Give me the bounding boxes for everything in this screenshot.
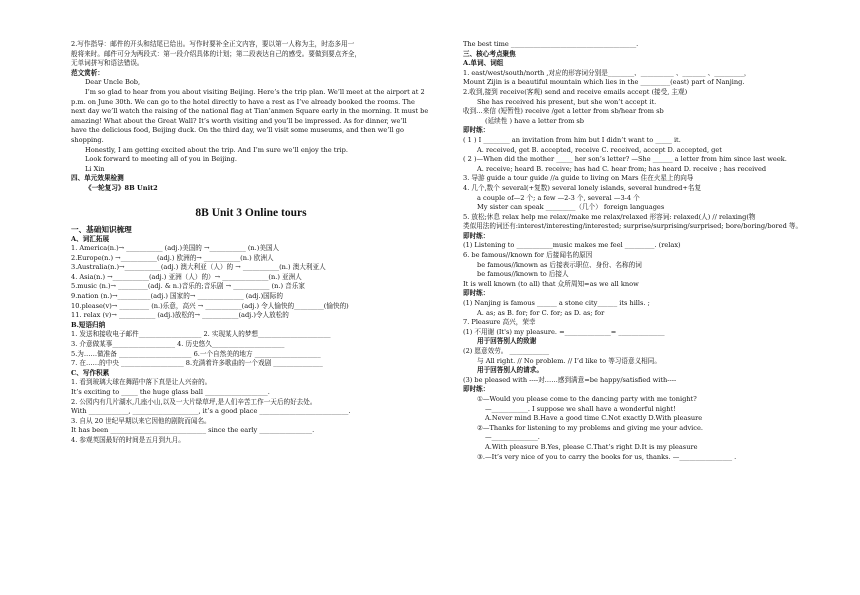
text-line: She has received his present, but she won’t accept it. [477,97,657,106]
text-line: C、写作积累 [71,368,110,377]
left-column [71,40,431,446]
text-line: 与 All right. // No problem. // I’d like to 等习语意义相同。 [477,356,661,365]
text-line: (3) be pleased with ----对……感到满意=be happy/satisfied with---- [463,375,677,384]
text-line: 即时练： [463,231,490,240]
text-line: 即时练： [463,289,490,298]
text-line: 收到…来信 (短暂性) receive /get a letter from sb/hear from sb [463,107,664,116]
text-line: Li Xin [85,164,105,173]
text-line: I’m so glad to hear from you about visiting Beijing. Here’s the trip plan. We’ll meet at the airport at 2 [85,87,425,96]
text-line: A、词汇拓展 [71,234,110,243]
text-line: A. received, get B. accepted, receive C. received, accept D. accepted, get [477,145,722,154]
text-line: (1) Listening to ___________music makes me feel _________. (relax) [463,241,681,250]
text-line: ①—Would you please come to the dancing party with me tonight? [477,394,697,403]
text-line: 2.收到,接到 receive(客观) send and receive emails accept (接受, 主观) [463,87,688,96]
text-line: have the delicious food, Beijing duck. On the third day, we’ll visit some museums, and then we’ll go [71,126,404,135]
text-line: 1. east/west/south/north ,对应的形容词分别是________、__________ 、_______ 、_________， [463,68,751,77]
text-line: B.短语归纳 [71,320,106,329]
text-line: 8B Unit 3 Online tours [195,206,307,219]
text-line: 7. 在……的中央 ___________________ 8.充满着许多歌曲的一个戏剧 _______________ [71,359,323,368]
text-line: Look forward to meeting all of you in Beijing. [85,155,237,164]
text-line: 7. Pleasure 高兴，荣幸 [463,318,536,327]
text-line: 4. 几个,数个 several(+复数) several lonely islands, several hundred+名复 [463,183,702,192]
text-line: be famous//known to 后接人 [477,270,569,279]
text-line: 四、单元效果检测 [71,174,124,183]
text-line: amazing! What about the Great Wall? It’s worth visiting and you’ll be impressed. As for dinner, we’ll [71,116,407,125]
text-line: 5.为……做准备 ______________________ 6.一个自然美的地方 ____________________ [71,349,321,358]
text-line: A. receive; heard B. receive; has had C. hear from; has heard D. receive ; has received [477,164,767,173]
text-line: It’s exciting to _____ the huge glass ball ___________________. [71,388,270,396]
text-line: 3.Australia(n.)→___________(adj.) 澳大利亚（人）的 → ___________(n.) 澳大利亚人 [71,263,326,272]
text-line: p.m. on June 30th. We can go to the hotel directly to have a rest as I’ve already booked the rooms. The [71,97,415,106]
text-line: Mount Zijin is a beautiful mountain which lies in the _________(east) part of Nanjing. [463,78,745,87]
text-line: 6. be famous//known for 后接闻名的原因 [463,251,593,260]
text-line: 类似用法的词还有:interest/interesting/interested; surprise/surprising/surprised; bore/boring/bored 等。 [463,222,803,231]
text-line: My sister can speak _________（几个） foreign languages [477,203,665,212]
text-line: 5.music (n.)→ _________(adj. & n.)音乐的;音乐剧 → ___________ (n.) 音乐家 [71,282,305,291]
text-line: 4. 参观英国最好的时间是五月到九月。 [71,435,185,444]
text-line: 般将来时。邮件可分为两段式：第一段介绍具体的计划；第二段表达自己的感受。要做到要点齐全， [71,49,362,58]
text-line: next day we’ll watch the raising of the national flag at Tian’anmen Square early in the morning. It must be [71,107,429,116]
text-line: It has been _____________________________ since the early ________________. [71,426,315,435]
text-line: 1. 看到玻璃大球在舞蹈中落下真是让人兴奋的。 [71,378,212,387]
text-line: ③.—It’s very nice of you to carry the books for us, thanks. —________________ . [477,452,737,461]
text-line: 4. Asia(n.) →___________(adj.) 亚洲（人）的）→ ______________(n.) 亚洲人 [71,272,302,281]
text-line: (2) 愿意效劳。 ____________ [463,347,550,355]
text-line: (1) 不用谢 (It's) my pleasure. =______________= ______________ [463,327,665,336]
text-line: 用于回答别人的请求。 [477,366,543,375]
text-line: 三、核心考点聚焦 [463,49,516,58]
text-line: be famous//known as 后接表示职位、身份、名称的词 [477,260,642,269]
text-line: The best time ______________________________________. [463,40,639,48]
text-line: ②—Thanks for listening to my problems and giving me your advice. [477,423,703,432]
text-line: Honestly, I am getting excited about the trip. And I’m sure we’ll enjoy the trip. [85,145,348,154]
text-line: 2. 公园内有几片湖水,几座小山,以及一大片绿草坪,是人们辛苦工作一天后的好去处。 [71,397,317,406]
text-line: A.With pleasure B.Yes, please C.That’s right D.It is my pleasure [485,442,698,451]
text-line: 3. 导游 guide a tour guide //a guide to living on Mars 住在火星上的向导 [463,174,694,183]
text-line: 3. 自从 20 世纪早期以来它因他的剧院而闻名。 [71,416,211,425]
text-line: 2.写作指导：邮件的开头和结尾已给出。写作时要补全正文内容，要以第一人称为主，时态多用一 [71,40,355,48]
text-line: 用于回答别人的致谢 [477,337,537,346]
text-line: —______________. [485,433,540,442]
right-column [463,40,823,462]
text-line: 即时练： [463,385,490,394]
text-line: (1) Nanjing is famous ______ a stone city______ its hills. ; [463,299,650,308]
text-line: With ____________, ____________________, it’s a good place ___________________________. [71,407,351,416]
text-line: 2.Europe(n.) →___________(adj.) 欧洲的→ ___________(n.) 欧洲人 [71,253,274,262]
text-line: 1. America(n.)→ ___________ (adj.)美国的 →___________ (n.)美国人 [71,244,280,253]
text-line: 即时练： [463,126,490,135]
text-line: 一、基础知识梳理 [71,224,132,234]
text-line: (延续性 ) have a letter from sb [485,116,585,125]
text-line: 5. 放松;休息 relax help me relax//make me relax/relaxed 形容词: relaxed(人) // relaxing(物 [463,212,756,221]
text-line: Dear Uncle Bob, [85,78,141,87]
text-line: 无单词拼写和语法错误。 [71,59,144,68]
text-line: It is well known (to all) that 众所周知=as we all know [463,279,639,288]
text-line: 9.nation (n.)→__________(adj.) 国家的→ ______________ (adj.)国际的 [71,292,283,301]
text-line: shopping. [71,135,104,144]
text-line: A. as; as B. for; for C. for; as D. as; for [477,308,605,317]
text-line: A.单词、词组 [463,59,504,68]
text-line: ( 1 ) I ________ an invitation from him but I didn’t want to _____ it. [463,135,681,144]
text-line: 1. 发送和接收电子邮件___________________ 2. 实现某人的梦想______________________ [71,330,331,339]
text-line: —___________. I suppose we shall have a wonderful night! [485,404,676,413]
text-line: 10.please(v)→ _________ (n.)乐意，高兴 → ___________(adj.) 令人愉快的_________(愉快的) [71,301,349,310]
text-line: 3. 介意做某事___________________ 4. 历史悠久______________________ [71,340,285,349]
text-line: ( 2 )—When did the mother _____ her son’s letter? —She ______ a letter from him since last week. [463,155,787,164]
text-line: a couple of—2 个; a few —2-3 个, several —3-4 个 [477,193,640,202]
text-line: 11. relax (v)→ ___________ (adj.)放松的→ ___________(adj.)令人放松的 [71,311,289,320]
text-line: 范文赏析： [71,68,104,77]
text-line: A.Never mind B.Have a good time C.Not exactly D.With pleasure [485,414,703,423]
text-line: 《一轮复习》8B Unit2 [85,183,158,192]
